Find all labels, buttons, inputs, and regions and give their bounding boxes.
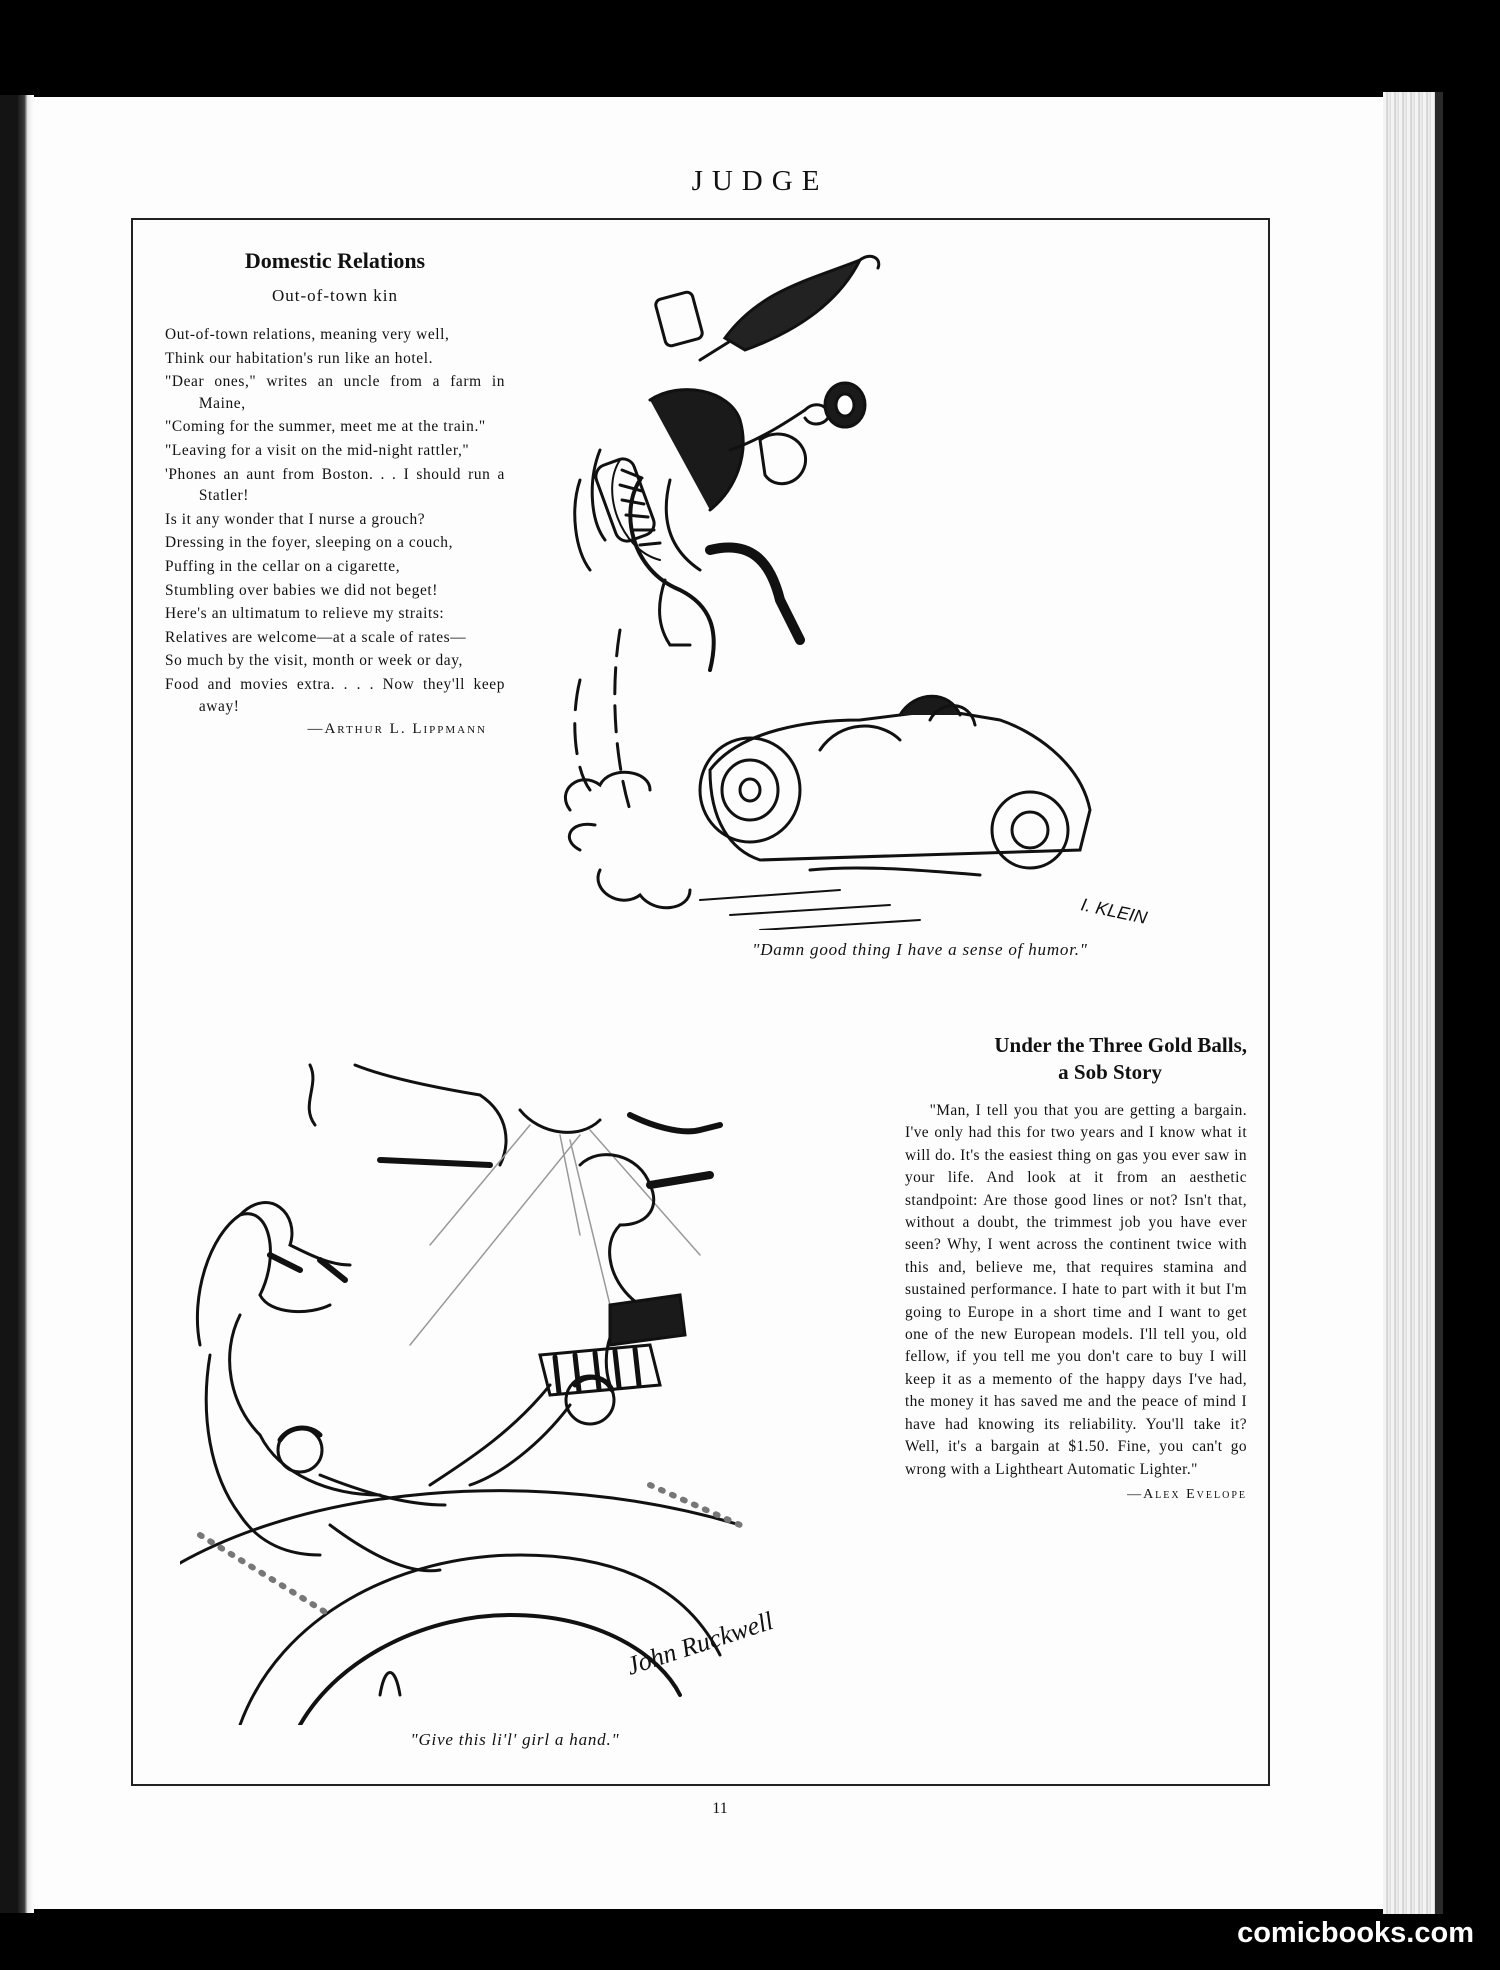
top-cartoon-caption: "Damn good thing I have a sense of humor." <box>752 940 1088 959</box>
poem-line: Relatives are welcome—at a scale of rates— <box>165 628 467 646</box>
story-title-line2: a Sob Story <box>1058 1060 1162 1084</box>
ruckwell-signature: John Ruckwell <box>622 1606 777 1681</box>
poem-column <box>165 248 505 738</box>
poem-byline: —Arthur L. Lippmann <box>307 721 487 738</box>
car-crash-cartoon <box>560 250 1240 930</box>
poem-line: Puffing in the cellar on a cigarette, <box>165 557 401 575</box>
story-title <box>905 1032 1247 1086</box>
poem-line: "Dear ones," writes an uncle from a farm in Maine, <box>165 373 505 412</box>
story-body: "Man, I tell you that you are getting a bargain. I've only had this for two years and I know what it will do. It's the easiest thing on gas you ever saw in your life. And look at it from an aesthetic standpoint: Are those good lines or not? Isn't that, without a doubt, the trimmest job you have ever seen? Why, I went across the continent twice with this and, believe me, that requires stamina and sustained performance. I hate to part with it but I'm going to Europe in a short time and I want to get one of the new European models. I'll tell you, old fellow, if you tell me you don't care to buy I will keep it as a memento of the happy days I've had, the money it has saved me and the peace of mind I have had knowing its reliability. You'll take it? Well, it's a bargain at $1.50. Fine, you can't go wrong with a Lightheart Automatic Lighter." <box>905 1102 1247 1478</box>
poem-subtitle: Out-of-town kin <box>272 286 398 305</box>
poem-line: Dressing in the foyer, sleeping on a couch, <box>165 534 454 552</box>
trapeze-cartoon <box>180 1055 880 1725</box>
watermark: comicbooks.com <box>1237 1917 1474 1949</box>
story-title-line1: Under the Three Gold Balls, <box>994 1033 1247 1057</box>
page-edges <box>1383 92 1443 1914</box>
poem-title: Domestic Relations <box>244 248 426 273</box>
poem-line: Stumbling over babies we did not beget! <box>165 581 439 599</box>
poem-line: So much by the visit, month or week or day, <box>165 652 463 670</box>
poem-line: "Coming for the summer, meet me at the train." <box>165 418 486 436</box>
poem-line: Food and movies extra. . . . Now they'll keep away! <box>165 675 505 715</box>
story-column <box>905 1032 1247 1503</box>
masthead: JUDGE <box>691 165 829 197</box>
klein-signature: I. KLEIN <box>1079 894 1149 928</box>
poem-line: 'Phones an aunt from Boston. . . I should run a Statler! <box>165 465 505 505</box>
poem-line: "Leaving for a visit on the mid-night rattler," <box>165 441 470 459</box>
page-number: 11 <box>712 1800 728 1817</box>
story-byline: —Alex Evelope <box>1127 1486 1247 1502</box>
poem-line: Here's an ultimatum to relieve my straits: <box>165 605 445 623</box>
bottom-cartoon-caption: "Give this li'l' girl a hand." <box>410 1730 620 1749</box>
poem-line: Is it any wonder that I nurse a grouch? <box>165 510 426 528</box>
poem-line: Out-of-town relations, meaning very well, <box>165 326 450 343</box>
book-spine-edge <box>0 95 34 1913</box>
poem-line: Think our habitation's run like an hotel. <box>165 349 434 367</box>
